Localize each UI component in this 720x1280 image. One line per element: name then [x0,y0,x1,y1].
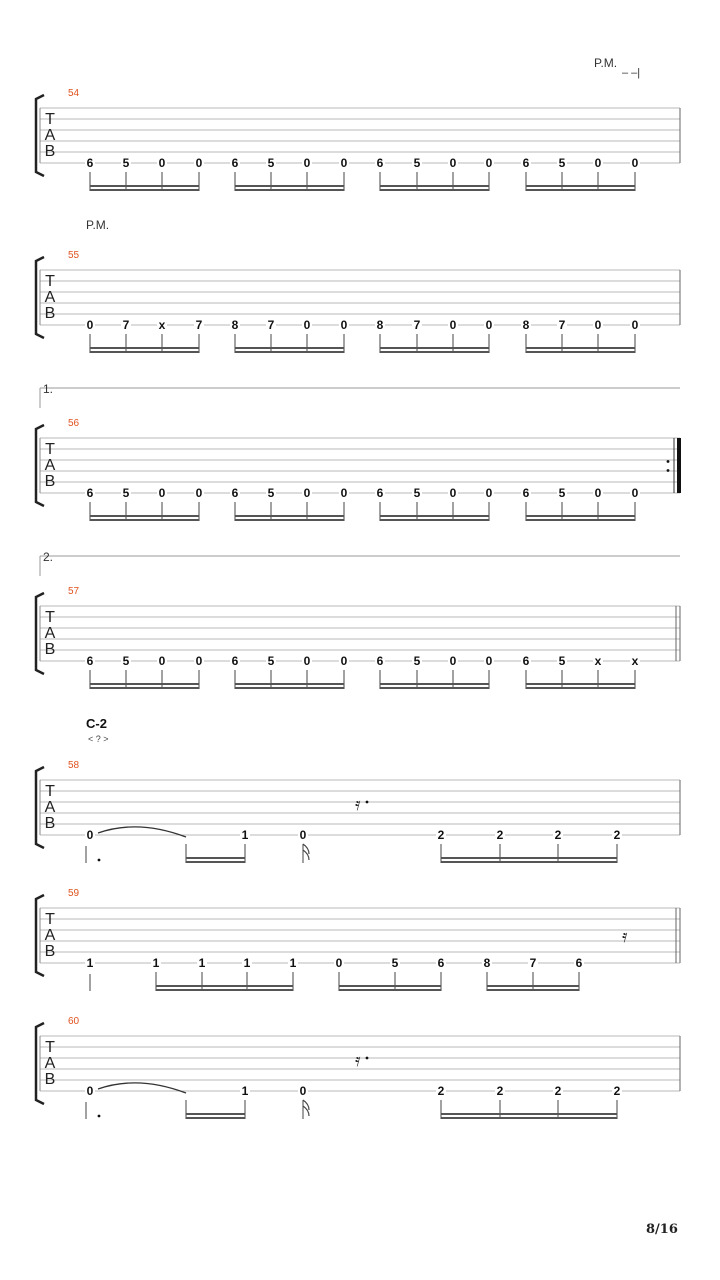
fret-number: 5 [267,156,275,170]
beam-secondary [90,519,199,521]
fret-number: 0 [158,486,166,500]
fret-number: 8 [376,318,384,332]
beam-primary [90,185,199,187]
fret-number: x [594,654,602,668]
beam-primary [526,683,635,685]
fret-number: 2 [554,1084,562,1098]
fret-number: 0 [485,486,493,500]
beam-secondary [380,351,489,353]
beam-primary [186,1113,245,1115]
tab-clef-letter: T [45,111,55,128]
palm-mute-label: P.M. [594,56,618,70]
fret-number: 5 [558,156,566,170]
fret-number: 0 [86,318,94,332]
fret-number: 5 [267,486,275,500]
beam-secondary [526,687,635,689]
beam-secondary [526,189,635,191]
fret-number: 6 [376,654,384,668]
fret-number: 1 [243,956,251,970]
fret-number: 2 [613,1084,621,1098]
beam-secondary [441,1117,617,1119]
fret-number: 5 [413,486,421,500]
fret-number: 0 [594,486,602,500]
repeat-dot [667,469,670,472]
beam-secondary [380,519,489,521]
fret-number: 6 [231,654,239,668]
fret-number: 7 [558,318,566,332]
dot [98,1115,101,1118]
fret-number: 0 [86,828,94,842]
beam-primary [235,683,344,685]
fret-number: 6 [86,156,94,170]
fret-number: 0 [340,156,348,170]
fret-number: 0 [195,654,203,668]
fret-number: 0 [594,156,602,170]
fret-number: 2 [496,828,504,842]
fret-number: 5 [413,654,421,668]
fret-number: 6 [231,486,239,500]
tab-clef-letter: A [44,1055,56,1072]
fret-number: 6 [522,486,530,500]
fret-number: 7 [267,318,275,332]
beam-primary [235,347,344,349]
fret-number: 0 [485,654,493,668]
fret-number: 8 [522,318,530,332]
fret-number: 5 [267,654,275,668]
tab-clef-letter: T [45,609,55,626]
measure-number: 57 [68,586,80,597]
fret-number: 0 [485,318,493,332]
fret-number: 6 [86,654,94,668]
fret-number: 7 [195,318,203,332]
fret-number: 0 [303,486,311,500]
beam-secondary [156,989,293,991]
fret-number: 0 [195,156,203,170]
fret-number: 0 [340,654,348,668]
fret-number: 0 [158,156,166,170]
fret-number: 2 [437,828,445,842]
tab-clef-letter: B [44,815,56,832]
rest-sixteenth: 𝄿 [355,794,361,815]
repeat-dot [667,460,670,463]
fret-number: 0 [449,486,457,500]
fret-number: 6 [522,654,530,668]
fret-number: 0 [594,318,602,332]
beam-primary [526,347,635,349]
rest-dot [366,801,369,804]
fret-number: 5 [413,156,421,170]
tab-clef-letter: B [44,943,56,960]
fret-number: 6 [86,486,94,500]
system-58 [36,716,680,863]
fret-number: 2 [613,828,621,842]
volta-label: 2. [43,550,54,564]
fret-number: 0 [195,486,203,500]
fret-number: 5 [122,654,130,668]
system-56 [36,382,681,521]
measure-number: 54 [68,88,80,99]
fret-number: 6 [522,156,530,170]
fret-number: x [631,654,639,668]
fret-number: 0 [449,318,457,332]
rest-sixteenth: 𝄿 [622,926,628,947]
fret-number: 7 [413,318,421,332]
fret-number: 0 [631,318,639,332]
fret-number: 0 [631,486,639,500]
system-54 [36,56,680,191]
measure-number: 58 [68,760,80,771]
tab-clef-letter: T [45,783,55,800]
fret-number: 1 [241,828,249,842]
beam-primary [380,185,489,187]
dot [98,859,101,862]
fret-number: 0 [303,318,311,332]
fret-number: 0 [631,156,639,170]
fret-number: 1 [86,956,94,970]
palm-mute-label: P.M. [86,218,110,232]
fret-number: 5 [558,486,566,500]
beam-primary [380,347,489,349]
beam-primary [156,985,293,987]
beam-secondary [90,687,199,689]
fret-number: 0 [303,156,311,170]
rest-dot [366,1057,369,1060]
tab-clef-letter: A [44,625,56,642]
section-label: C-2 [86,716,107,731]
beam-primary [235,185,344,187]
tab-clef-letter: A [44,927,56,944]
system-57 [36,550,680,689]
fret-number: 5 [391,956,399,970]
repeat-barline-thick [677,438,681,493]
beam-secondary [186,1117,245,1119]
fret-number: 2 [496,1084,504,1098]
tab-clef-letter: B [44,641,56,658]
fret-number: 7 [529,956,537,970]
page-number: 8/16 [646,1222,678,1237]
tab-clef-letter: A [44,799,56,816]
fret-number: 1 [198,956,206,970]
beam-primary [186,857,245,859]
beam-primary [487,985,579,987]
tab-clef-letter: B [44,305,56,322]
beam-secondary [339,989,441,991]
fret-number: 0 [299,1084,307,1098]
fret-number: 5 [558,654,566,668]
beam-secondary [487,989,579,991]
fret-number: 0 [303,654,311,668]
beam-secondary [526,351,635,353]
beam-primary [441,1113,617,1115]
beam-secondary [380,189,489,191]
beam-primary [526,185,635,187]
volta-label: 1. [43,382,54,396]
beam-primary [526,515,635,517]
measure-number: 56 [68,418,80,429]
beam-secondary [380,687,489,689]
tab-clef-letter: T [45,911,55,928]
system-59 [36,888,680,991]
fret-number: 7 [122,318,130,332]
beam-primary [339,985,441,987]
tab-clef-letter: B [44,473,56,490]
beam-primary [90,683,199,685]
tab-clef-letter: A [44,289,56,306]
beam-primary [235,515,344,517]
fret-number: 6 [437,956,445,970]
beam-secondary [186,861,245,863]
palm-mute-extender: – –| [622,67,641,79]
fret-number: 0 [86,1084,94,1098]
fret-number: 0 [158,654,166,668]
fret-number: 2 [554,828,562,842]
fret-number: 1 [152,956,160,970]
fret-number: 6 [376,486,384,500]
beam-secondary [235,519,344,521]
fret-number: 1 [241,1084,249,1098]
beam-secondary [235,189,344,191]
beam-secondary [235,687,344,689]
tab-clef-letter: T [45,1039,55,1056]
tab-clef-letter: B [44,1071,56,1088]
fret-number: 0 [299,828,307,842]
tab-clef-letter: A [44,457,56,474]
measure-number: 60 [68,1016,80,1027]
fret-number: 1 [289,956,297,970]
fret-number: 5 [122,156,130,170]
beam-primary [380,683,489,685]
fret-number: 0 [340,486,348,500]
beam-secondary [526,519,635,521]
beam-secondary [90,351,199,353]
system-60 [36,1016,680,1119]
beam-primary [441,857,617,859]
fret-number: 0 [485,156,493,170]
section-sublabel: < ? > [88,734,109,744]
measure-number: 59 [68,888,80,899]
tab-clef-letter: B [44,143,56,160]
measure-number: 55 [68,250,80,261]
fret-number: x [158,318,166,332]
tab-clef-letter: T [45,273,55,290]
tab-clef-letter: T [45,441,55,458]
fret-number: 0 [340,318,348,332]
beam-secondary [441,861,617,863]
beam-primary [380,515,489,517]
fret-number: 6 [376,156,384,170]
system-55 [36,218,680,353]
beam-secondary [90,189,199,191]
fret-number: 5 [122,486,130,500]
fret-number: 6 [231,156,239,170]
fret-number: 6 [575,956,583,970]
fret-number: 0 [449,654,457,668]
fret-number: 0 [449,156,457,170]
fret-number: 0 [335,956,343,970]
fret-number: 8 [231,318,239,332]
beam-secondary [235,351,344,353]
fret-number: 8 [483,956,491,970]
fret-number: 2 [437,1084,445,1098]
beam-primary [90,515,199,517]
rest-sixteenth: 𝄿 [355,1050,361,1071]
beam-primary [90,347,199,349]
tab-clef-letter: A [44,127,56,144]
